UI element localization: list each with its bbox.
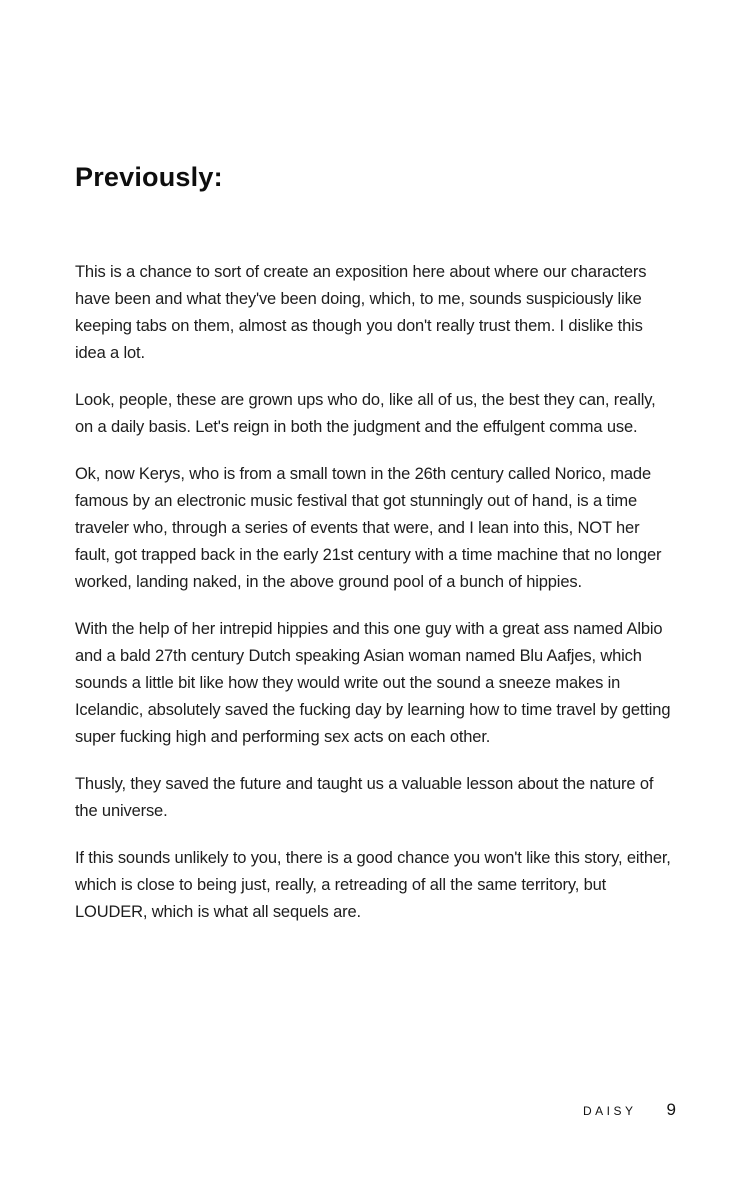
page-footer [75,1100,676,1120]
running-title: DAISY [583,1104,637,1118]
paragraph: If this sounds unlikely to you, there is a good chance you won't like this story, either, which is close to being just, really, a retreading of all the same territory, but LOUDER, which is what all sequels are. [75,849,671,921]
paragraph: Ok, now Kerys, who is from a small town in the 26th century called Norico, made famous by an electronic music festival that got stunningly out of hand, is a time traveler who, through a series of events that were, and I lean into this, NOT her fault, got trapped back in the early 21st century with a time machine that no longer worked, landing naked, in the above ground pool of a bunch of hippies. [75,465,662,591]
paragraph: Thusly, they saved the future and taught us a valuable lesson about the nature of the universe. [75,775,654,820]
page-content [75,0,676,946]
paragraph: Look, people, these are grown ups who do, like all of us, the best they can, really, on a daily basis. Let's reign in both the judgment and the effulgent comma use. [75,391,656,436]
body-text [75,259,676,926]
page-number: 9 [666,1100,676,1119]
section-heading: Previously: [75,162,223,192]
paragraph: With the help of her intrepid hippies and this one guy with a great ass named Albio and a bald 27th century Dutch speaking Asian woman named Blu Aafjes, which sounds a little bit like how they would write out the sound a sneeze makes in Icelandic, absolutely saved the fucking day by learning how to time travel by getting super fucking high and performing sex acts on each other. [75,620,671,746]
paragraph: This is a chance to sort of create an exposition here about where our characters have been and what they've been doing, which, to me, sounds suspiciously like keeping tabs on them, almost as though you don't really trust them. I dislike this idea a lot. [75,263,647,362]
